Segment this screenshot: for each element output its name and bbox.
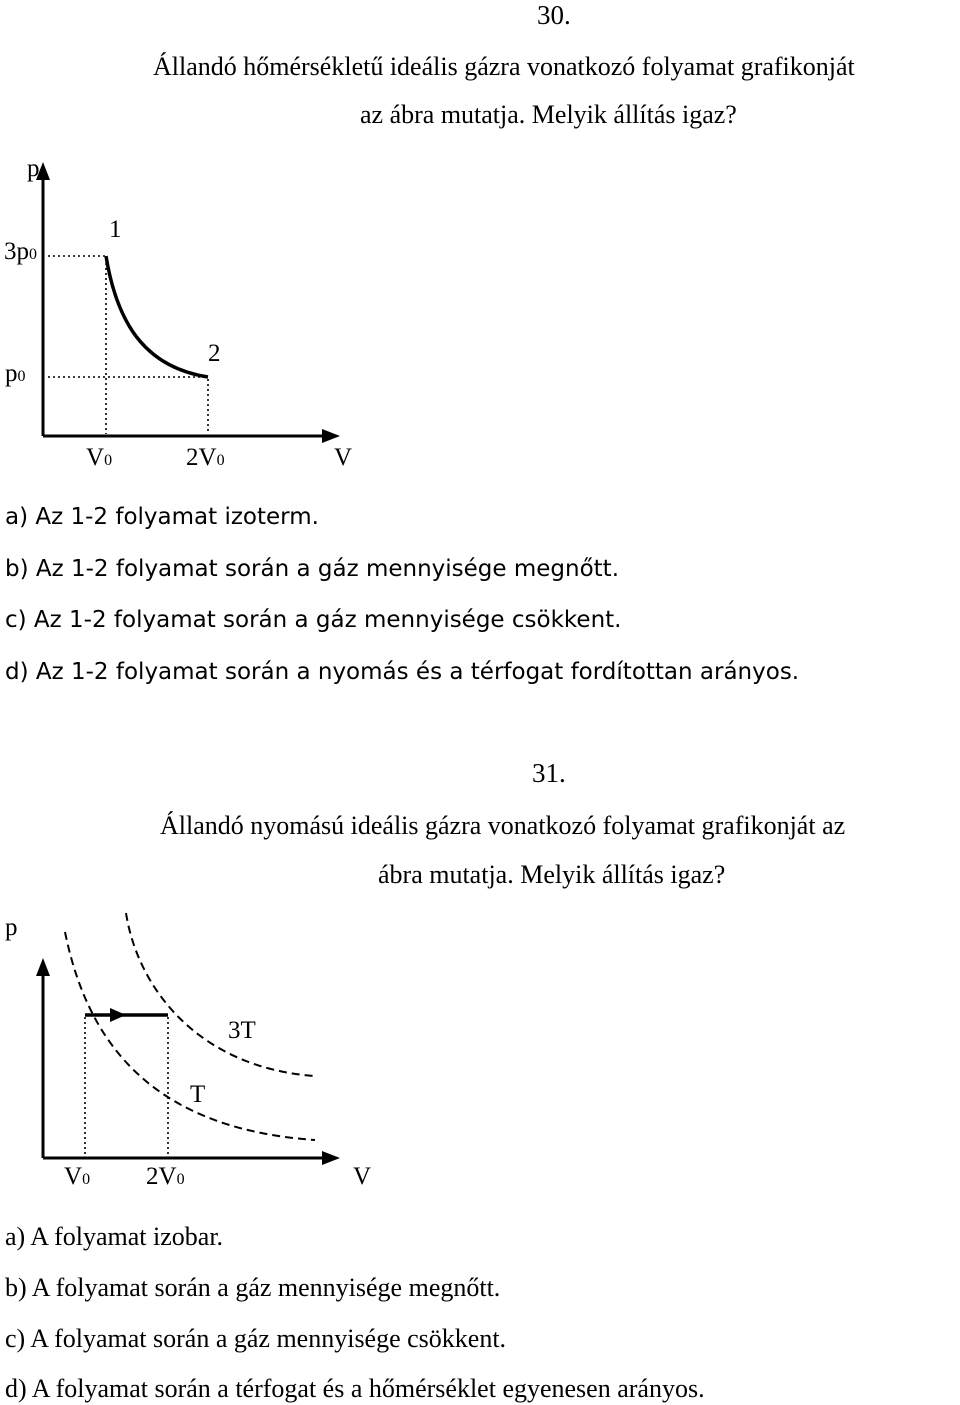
graph31-process-arrow	[110, 1008, 126, 1022]
question-number-31: 31.	[532, 758, 566, 788]
graph31-tick-V0-sub: 0	[82, 1171, 91, 1188]
q31-option-b: b) A folyamat során a gáz mennyisége megnőtt.	[5, 1273, 501, 1302]
graph30-tick-2V0-main: 2V	[186, 444, 217, 471]
graph30-tick-p0-main: p	[5, 360, 18, 387]
q30-option-c: c) Az 1-2 folyamat során a gáz mennyisége csökkent.	[5, 607, 622, 633]
graph30-tick-3p0-sub: 0	[29, 246, 37, 263]
question-31-text-line2: ábra mutatja. Melyik állítás igaz?	[378, 860, 726, 889]
graph31-tick-2V0-sub: 0	[176, 1171, 185, 1188]
graph31-x-arrow	[322, 1151, 340, 1165]
graph31-y-axis-label: p	[5, 914, 18, 941]
graph31-curve-3T-label: 3T	[228, 1017, 256, 1044]
q30-option-b: b) Az 1-2 folyamat során a gáz mennyisége megnőtt.	[5, 556, 620, 582]
graph30-y-axis-label: p	[27, 155, 40, 182]
graph31-tick-2V0	[146, 1163, 185, 1191]
q30-option-d: d) Az 1-2 folyamat során a nyomás és a térfogat fordítottan arányos.	[5, 659, 800, 685]
graph31-tick-2V0-main: 2V	[146, 1163, 177, 1190]
question-30-text-line1: Állandó hőmérsékletű ideális gázra vonatkozó folyamat grafikonját	[153, 52, 855, 81]
q31-option-c: c) A folyamat során a gáz mennyisége csökkent.	[5, 1324, 507, 1353]
graph31-isotherm-3T	[126, 913, 315, 1076]
graph30-tick-V0-sub: 0	[104, 452, 113, 469]
graph30-tick-p0-sub: 0	[17, 368, 26, 385]
q31-option-d: d) A folyamat során a térfogat és a hőmérséklet egyenesen arányos.	[5, 1374, 705, 1403]
graph31-tick-V0-main: V	[64, 1163, 83, 1190]
question-31-text-line1: Állandó nyomású ideális gázra vonatkozó folyamat grafikonját az	[160, 811, 846, 840]
graph30-point-2-label: 2	[208, 340, 221, 367]
graph30-tick-2V0-sub: 0	[216, 452, 225, 469]
q31-option-a: a) A folyamat izobar.	[5, 1222, 224, 1251]
q30-option-a: a) Az 1-2 folyamat izoterm.	[5, 504, 319, 530]
graph31-curve-T-label: T	[190, 1081, 206, 1108]
graph30-x-axis-label: V	[334, 444, 353, 471]
graph30-point-1-label: 1	[109, 216, 122, 243]
question-number-30: 30.	[537, 0, 571, 30]
graph31-x-axis-label: V	[353, 1163, 372, 1190]
graph30-tick-3p0-main: 3p	[4, 238, 29, 265]
graph30-tick-V0-main: V	[86, 444, 105, 471]
graph31-tick-V0	[64, 1163, 90, 1191]
graph31-y-arrow	[36, 958, 50, 976]
question-30-text-line2: az ábra mutatja. Melyik állítás igaz?	[360, 100, 737, 129]
